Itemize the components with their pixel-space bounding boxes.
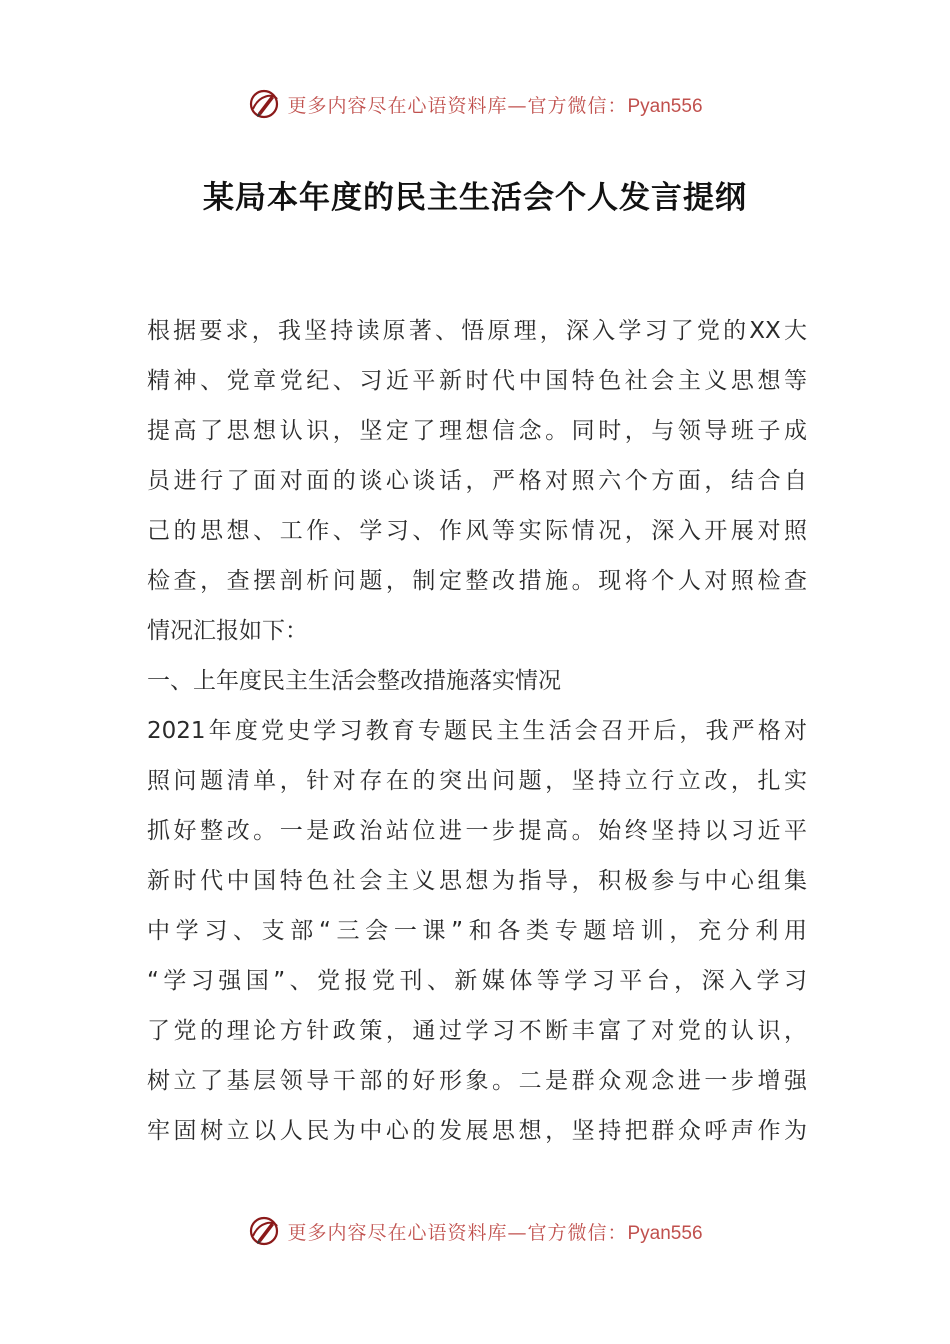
paragraph-line: 2021年度党史学习教育专题民主生活会召开后，我严格对 [147, 718, 807, 744]
paragraph-line: “学习强国”、党报党刊、新媒体等学习平台，深入学习 [147, 968, 807, 994]
document-body [147, 306, 807, 1156]
paragraph-line: 树立了基层领导干部的好形象。二是群众观念进一步增强 [147, 1068, 807, 1094]
paragraph-line: 检查，查摆剖析问题，制定整改措施。现将个人对照检查 [147, 568, 807, 594]
paragraph-line: 照问题清单，针对存在的突出问题，坚持立行立改，扎实 [147, 768, 807, 794]
paragraph-line: 员进行了面对面的谈心谈话，严格对照六个方面，结合自 [147, 468, 807, 494]
paragraph-line: 己的思想、工作、学习、作风等实际情况，深入开展对照 [147, 518, 807, 544]
wechat-id: Pyan556 [627, 1222, 703, 1244]
paragraph-line: 提高了思想认识，坚定了理想信念。同时，与领导班子成 [147, 418, 807, 444]
header-banner [0, 84, 950, 124]
paragraph-line: 精神、党章党纪、习近平新时代中国特色社会主义思想等 [147, 368, 807, 394]
banner-text: 更多内容尽在心语资料库—官方微信：Pyan556 [287, 94, 703, 117]
paragraph-line: 了党的理论方针政策，通过学习不断丰富了对党的认识， [147, 1018, 807, 1044]
paragraph-line: 情况汇报如下： [147, 618, 308, 644]
pen-swirl-logo-icon [247, 87, 281, 121]
footer-banner [0, 1211, 950, 1251]
pen-swirl-logo-icon [247, 1214, 281, 1248]
paragraph-line: 中学习、支部“三会一课”和各类专题培训，充分利用 [147, 918, 807, 944]
paragraph-line: 抓好整改。一是政治站位进一步提高。始终坚持以习近平 [147, 818, 807, 844]
section-heading: 一、上年度民主生活会整改措施落实情况 [147, 668, 561, 694]
banner-text: 更多内容尽在心语资料库—官方微信：Pyan556 [287, 1221, 703, 1244]
paragraph-line: 根据要求，我坚持读原著、悟原理，深入学习了党的XX大 [147, 318, 807, 344]
wechat-id: Pyan556 [627, 95, 703, 117]
paragraph-line: 牢固树立以人民为中心的发展思想，坚持把群众呼声作为 [147, 1118, 807, 1144]
document-title: 某局本年度的民主生活会个人发言提纲 [203, 180, 747, 216]
paragraph-line: 新时代中国特色社会主义思想为指导，积极参与中心组集 [147, 868, 807, 894]
